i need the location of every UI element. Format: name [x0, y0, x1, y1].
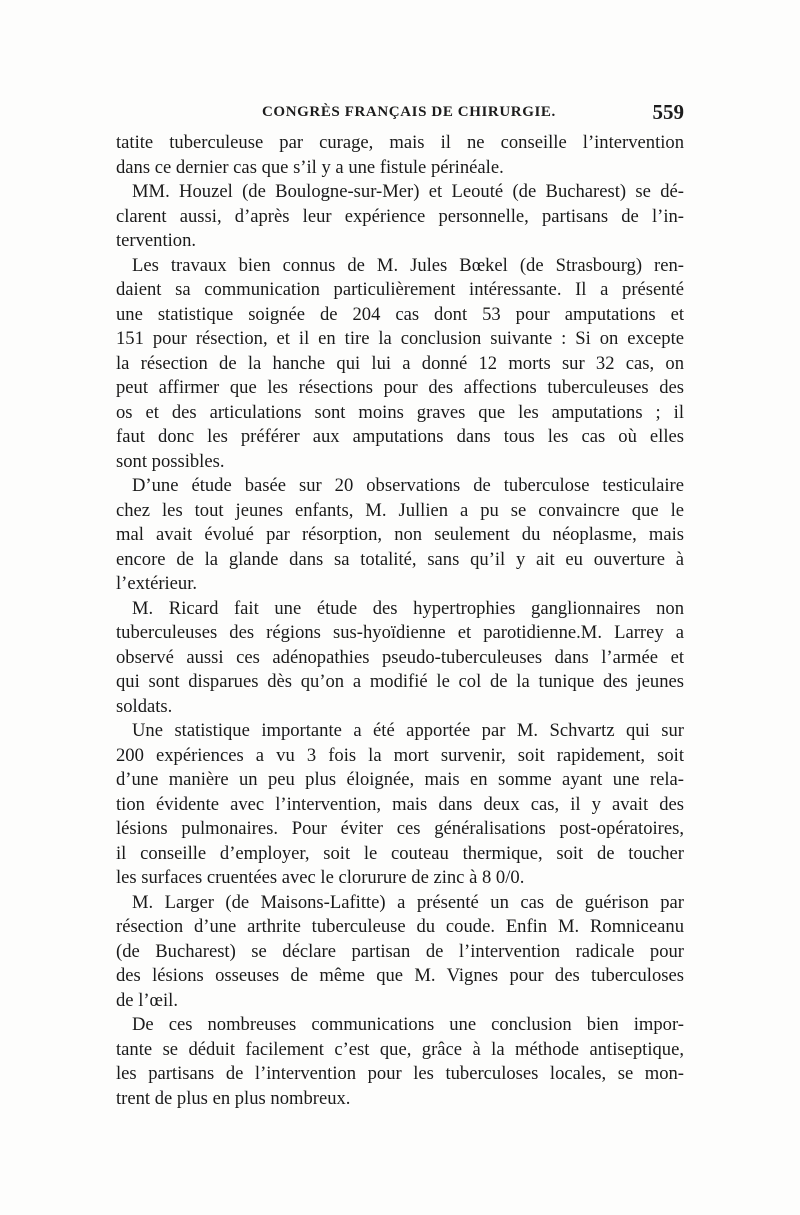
text-line: M. Ricard fait une étude des hypertrophies ganglionnaires non: [132, 597, 684, 619]
text-line: trent de plus en plus nombreux.: [116, 1087, 351, 1109]
text-line: des lésions osseuses de même que M. Vignes pour des tuberculoses: [116, 965, 684, 986]
text-line: De ces nombreuses communications une conclusion bien impor-: [132, 1014, 684, 1035]
text-line: clarent aussi, d’après leur expérience personnelle, partisans de l’in-: [116, 205, 684, 227]
text-line: les surfaces cruentées avec le clorurure de zinc à 8 0/0.: [116, 867, 525, 888]
text-line: tervention.: [116, 230, 197, 251]
text-line: soldats.: [116, 695, 173, 717]
text-line: l’extérieur.: [116, 573, 198, 594]
text-line: M. Larger (de Maisons-Lafitte) a présenté un cas de guérison par: [132, 891, 684, 913]
text-line: peut affirmer que les résections pour des affections tuberculeuses des: [116, 377, 684, 398]
text-line: os et des articulations sont moins graves que les amputations ; il: [116, 401, 684, 423]
text-line: résection d’une arthrite tuberculeuse du coude. Enfin M. Romniceanu: [116, 916, 684, 937]
text-line: les partisans de l’intervention pour les tuberculoses locales, se mon-: [116, 1063, 684, 1084]
text-line: Une statistique importante a été apportée par M. Schvartz qui sur: [132, 720, 684, 741]
text-line: tante se déduit facilement c’est que, grâce à la méthode antiseptique,: [116, 1038, 684, 1060]
text-line: qui sont disparues dès qu’on a modifié le col de la tunique des jeunes: [116, 671, 684, 692]
text-line: MM. Houzel (de Boulogne-sur-Mer) et Leouté (de Bucharest) se dé-: [132, 181, 684, 202]
text-line: tuberculeuses des régions sus-hyoïdienne et parotidienne.M. Larrey a: [116, 622, 684, 643]
text-line: mal avait évolué par résorption, non seulement du néoplasme, mais: [116, 524, 684, 545]
text-line: daient sa communication particulièrement intéressante. Il a présenté: [116, 279, 684, 300]
text-line: de l’œil.: [116, 989, 178, 1011]
text-line: lésions pulmonaires. Pour éviter ces généralisations post-opératoires,: [116, 818, 684, 839]
text-line: observé aussi ces adénopathies pseudo-tuberculeuses dans l’armée et: [116, 646, 684, 668]
text-line: 200 expériences a vu 3 fois la mort survenir, soit rapidement, soit: [116, 744, 684, 766]
running-title: CONGRÈS FRANÇAIS DE CHIRURGIE.: [262, 104, 556, 120]
text-line: tion évidente avec l’intervention, mais dans deux cas, il y avait des: [116, 793, 684, 815]
page-number: 559: [652, 100, 684, 124]
page-header: [116, 100, 684, 130]
text-line: une statistique soignée de 204 cas dont 53 pour amputations et: [116, 303, 684, 325]
text-line: d’une manière un peu plus éloignée, mais en somme ayant une rela-: [116, 769, 684, 790]
text-line: Les travaux bien connus de M. Jules Bœkel (de Strasbourg) ren-: [132, 254, 684, 276]
text-line: chez les tout jeunes enfants, M. Jullien a pu se convaincre que le: [116, 499, 684, 521]
text-line: 151 pour résection, et il en tire la conclusion suivante : Si on excepte: [116, 328, 684, 349]
text-line: faut donc les préférer aux amputations dans tous les cas où elles: [116, 426, 684, 447]
text-line: D’une étude basée sur 20 observations de tuberculose testiculaire: [132, 475, 684, 496]
text-line: encore de la glande dans sa totalité, sans qu’il y ait eu ouverture à: [116, 548, 684, 570]
text-line: dans ce dernier cas que s’il y a une fistule périnéale.: [116, 156, 504, 178]
text-line: il conseille d’employer, soit le couteau thermique, soit de toucher: [116, 842, 684, 864]
body-text: [116, 131, 684, 1111]
text-line: tatite tuberculeuse par curage, mais il ne conseille l’intervention: [116, 132, 684, 153]
text-line: la résection de la hanche qui lui a donné 12 morts sur 32 cas, on: [116, 352, 684, 374]
text-line: (de Bucharest) se déclare partisan de l’intervention radicale pour: [116, 940, 684, 962]
text-line: sont possibles.: [116, 450, 225, 472]
